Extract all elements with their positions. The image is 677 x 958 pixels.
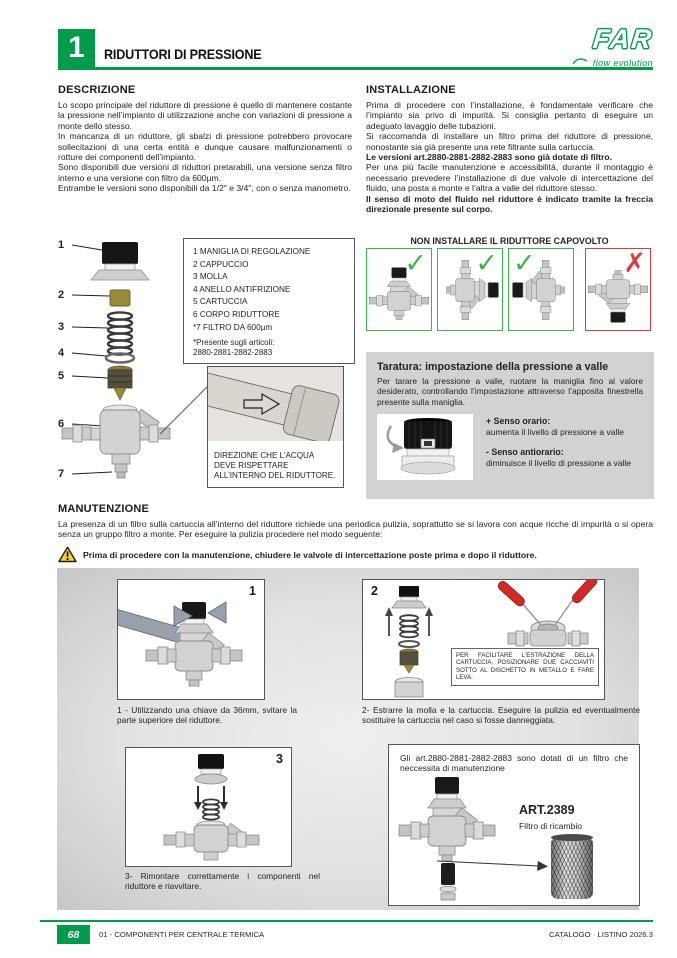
footer-page-box (57, 925, 90, 944)
taratura-title: Taratura: impostazione della pressione a valle (377, 361, 609, 373)
installazione-p5: Il senso di moto del fluido nel riduttore è indicato tramite la freccia direzionale presente sul corpo. (366, 193, 653, 215)
callout-6: 6 (58, 418, 65, 430)
chapter-number-box (58, 29, 95, 67)
clockwise-label: + Senso orario: (486, 416, 551, 427)
step1-caption: 1 - Utilizzando una chiave da 36mm, svitare la parte superiore del riduttore. (117, 705, 297, 725)
spare-filter-text: Gli art.2880-2881-2882-2883 sono dotati di un filtro che neccessita di manutenzione (400, 753, 628, 774)
taratura-body: Per tarare la pressione a valle, ruotare la maniglia fino al valore desiderato, controllando l’impostazione attraverso l’apposita finestrella presente sulla maniglia. (377, 376, 643, 407)
clockwise-text: aumenta il livello di pressione a valle (486, 427, 624, 438)
spare-filter-box (388, 744, 640, 906)
flow-direction-caption: DIREZIONE CHE L’ACQUA DEVE RISPETTARE ALL’INTERNO DEL RIDUTTORE. (214, 451, 336, 481)
direction-leader-line (158, 384, 210, 436)
descrizione-p1: Lo scopo principale del riduttore di pressione è quello di mantenere costante la pressione nell’impianto di utilizzazione anche con variazioni di pressione a monte dello stesso. (58, 100, 352, 131)
step1-number: 1 (249, 584, 256, 598)
descrizione-heading: DESCRIZIONE (58, 84, 136, 96)
orientation-ok-1 (366, 248, 432, 331)
part-item: *7 FILTRO DA 600µm (193, 322, 273, 332)
footer-catalog: CATALOGO · LISTINO 2026.3 (549, 930, 653, 939)
step3-image-box (125, 747, 292, 867)
logo-tagline: flow evolution (592, 58, 653, 68)
cross-icon: ✗ (623, 248, 646, 279)
far-logo-text: FAR (591, 24, 655, 54)
warning-text: Prima di procedere con la manutenzione, chiudere le valvole di intercettazione poste prima e dopo il riduttore. (83, 549, 537, 560)
footer-page-number: 68 (67, 928, 80, 941)
spare-filter-code: ART.2389 (519, 803, 575, 817)
step2-caption: 2- Estrarre la molla e la cartuccia. Eseguire la pulizia ed eventualmente sostituire la cartuccia nel caso si fosse danneggiata. (362, 705, 640, 725)
step1-illustration (118, 580, 264, 699)
step2-number: 2 (371, 584, 378, 598)
parts-note-2: 2880-2881-2882-2883 (193, 347, 273, 357)
orientation-ok-3 (508, 248, 574, 331)
descrizione-p2: In mancanza di un riduttore, gli sbalzi di pressione potrebbero provocare sollecitazioni di una certa entità e dunque causare malfunzionamenti o rotture dei componenti dell’impianto. (58, 131, 352, 163)
flow-direction-photo (208, 367, 343, 441)
footer-rule (40, 920, 653, 922)
counterclockwise-label: - Senso antiorario: (486, 447, 564, 458)
warning-icon (58, 546, 77, 563)
check-icon: ✓ (513, 248, 536, 279)
part-item: 3 MOLLA (193, 272, 228, 282)
part-item: 6 CORPO RIDUTTORE (193, 309, 280, 319)
spare-filter-mesh (551, 837, 593, 899)
manutenzione-heading: MANUTENZIONE (58, 503, 150, 515)
installazione-p2: Si raccomanda di installare un filtro prima del riduttore di pressione, nonostante sia già presente una rete filtrante sulla cartuccia. (366, 131, 653, 152)
callout-3: 3 (58, 321, 65, 333)
section-installazione (366, 84, 653, 214)
section-descrizione (58, 84, 352, 194)
installazione-p3: Le versioni art.2880-2881-2882-2883 sono già dotate di filtro. (366, 152, 612, 163)
page-title: RIDUTTORI DI PRESSIONE (104, 46, 262, 62)
exploded-valve-diagram (58, 234, 193, 486)
taratura-box (366, 352, 654, 499)
parts-note-1: *Presente sugli articoli: (193, 338, 275, 348)
brand-logo (548, 24, 653, 71)
step2-image-box (362, 579, 605, 700)
step3-illustration (126, 748, 291, 866)
knob-photo (377, 414, 473, 480)
callout-4: 4 (58, 347, 65, 359)
check-icon: ✓ (404, 248, 427, 279)
step2-note: PER FACILITARE L’ESTRAZIONE DELLA CARTUCCIA, POSIZIONARE DUE CACCIAVITI SOTTO AL DISCHETTO IN METALLO E FARE LEVA. (451, 648, 599, 686)
logo-swoosh-icon (572, 57, 588, 66)
manutenzione-warning (58, 546, 653, 563)
callout-2: 2 (58, 289, 65, 301)
descrizione-p3: Sono disponibili due versioni di riduttori pretarabili, una versione senza filtro interno e una versione con filtro da 600µm. (58, 162, 352, 183)
check-icon: ✓ (475, 248, 498, 279)
callout-5: 5 (58, 370, 65, 382)
installazione-p1: Prima di procedere con l’installazione, è fondamentale verificare che l’impianto sia privo di impurità. Si consiglia pertanto di eseguire un adeguato lavaggio delle tubazioni. (366, 100, 653, 131)
descrizione-p4: Entrambe le versioni sono disponibili da 1/2″ e 3/4″, con o senza manometro. (58, 183, 351, 194)
footer-section: 01 - COMPONENTI PER CENTRALE TERMICA (99, 930, 265, 939)
spare-filter-valve (395, 775, 507, 903)
counterclockwise-text: diminuisce il livello di pressione a valle (486, 458, 632, 469)
orientation-ok-2 (437, 248, 503, 331)
orientation-wrong (585, 248, 651, 331)
parts-list-box (183, 238, 355, 364)
step3-number: 3 (276, 752, 283, 766)
installazione-heading: INSTALLAZIONE (366, 84, 456, 96)
spare-filter-sub: Filtro di ricambio (519, 821, 583, 831)
flow-direction-box (207, 366, 344, 488)
chapter-number: 1 (68, 31, 85, 64)
step1-image-box (117, 579, 265, 700)
spare-filter-arrow (437, 853, 549, 871)
step3-caption: 3- Rimontare correttamente i componenti nel riduttore e riavvitare. (125, 871, 320, 891)
manutenzione-intro: La presenza di un filtro sulla cartuccia all’interno del riduttore richiede una periodica pulizia, soprattutto se si lavora con acque ricche di impurità o si opera senza un gruppo filtro a monte. Per eseguire la pulizia procedere nel modo seguente: (58, 519, 653, 540)
installazione-p4: Per una più facile manutenzione e accessibilità, durante il montaggio è necessario prevedere l’installazione di due valvole di intercettazione del fluido, una posta a monte e l’altra a valle del riduttore stesso. (366, 162, 653, 194)
part-item: 2 CAPPUCCIO (193, 259, 249, 269)
capovolto-title: NON INSTALLARE IL RIDUTTORE CAPOVOLTO (410, 236, 609, 246)
callout-7: 7 (58, 468, 65, 480)
part-item: 4 ANELLO ANTIFRIZIONE (193, 284, 291, 294)
part-item: 1 MANIGLIA DI REGOLAZIONE (193, 247, 311, 256)
part-item: 5 CARTUCCIA (193, 297, 248, 307)
callout-1: 1 (58, 239, 65, 251)
